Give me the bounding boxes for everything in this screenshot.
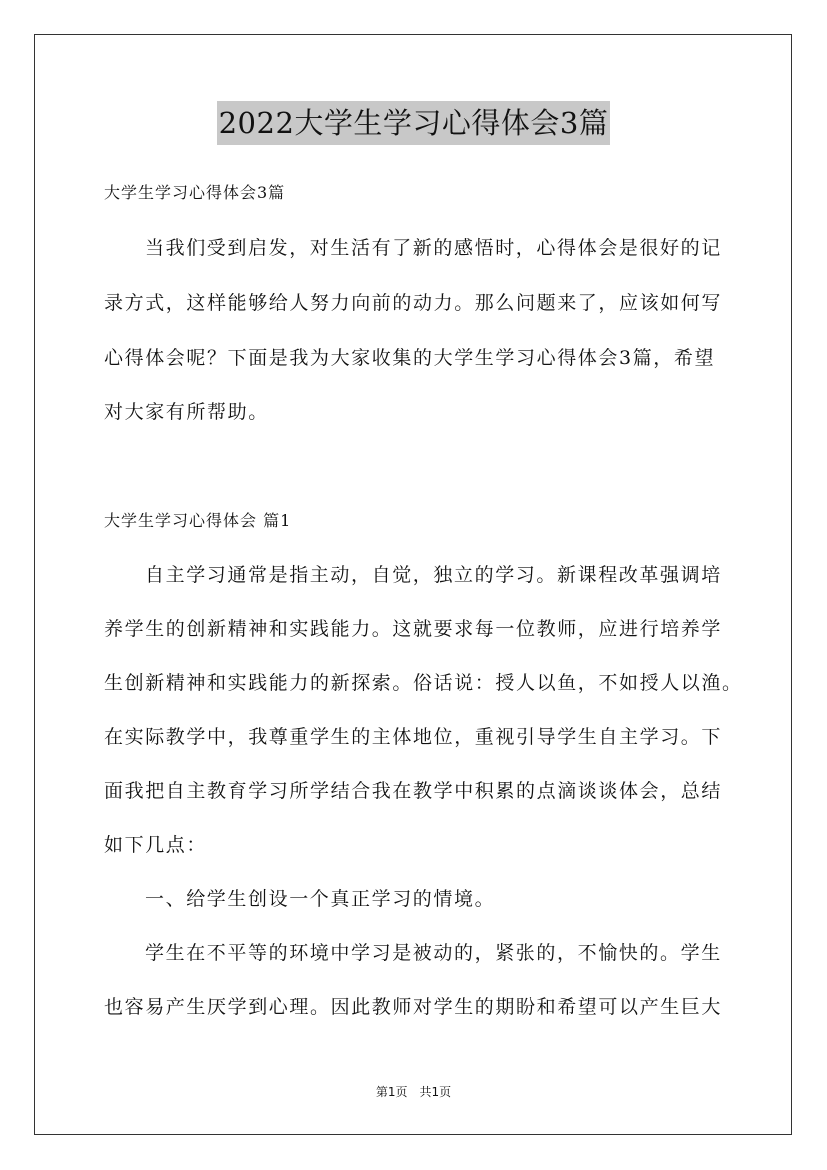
- section1-p2-line-1: 学生在不平等的环境中学习是被动的，紧张的，不愉快的。学生: [145, 942, 722, 964]
- intro-line-4: 对大家有所帮助。: [104, 401, 269, 423]
- subheading-1: 一、给学生创设一个真正学习的情境。: [145, 888, 496, 910]
- page-number-footer: 第1页 共1页: [375, 1085, 452, 1099]
- section1-p2-line-2: 也容易产生厌学到心理。因此教师对学生的期盼和希望可以产生巨大: [104, 996, 723, 1018]
- section1-p1-line-5: 面我把自主教育学习所学结合我在教学中积累的点滴谈谈体会，总结: [104, 780, 723, 802]
- section1-p1-line-4: 在实际教学中，我尊重学生的主体地位，重视引导学生自主学习。下: [104, 726, 723, 748]
- title-wrap: [0, 101, 827, 145]
- section1-p1-line-1: 自主学习通常是指主动，自觉，独立的学习。新课程改革强调培: [145, 564, 722, 586]
- document-title: 2022大学生学习心得体会3篇: [217, 101, 611, 145]
- section1-p1-line-2: 养学生的创新精神和实践能力。这就要求每一位教师，应进行培养学: [104, 618, 723, 640]
- intro-line-3: 心得体会呢？下面是我为大家收集的大学生学习心得体会3篇，希望: [104, 347, 716, 369]
- intro-line-1: 当我们受到启发，对生活有了新的感悟时，心得体会是很好的记: [145, 237, 722, 259]
- intro-line-2: 录方式，这样能够给人努力向前的动力。那么问题来了，应该如何写: [104, 292, 723, 314]
- intro-heading: 大学生学习心得体会3篇: [104, 183, 286, 202]
- section1-p1-line-3: 生创新精神和实践能力的新探索。俗话说：授人以鱼，不如授人以渔。: [104, 672, 743, 694]
- section1-heading: 大学生学习心得体会 篇1: [104, 511, 292, 530]
- section1-p1-line-6: 如下几点：: [104, 834, 208, 856]
